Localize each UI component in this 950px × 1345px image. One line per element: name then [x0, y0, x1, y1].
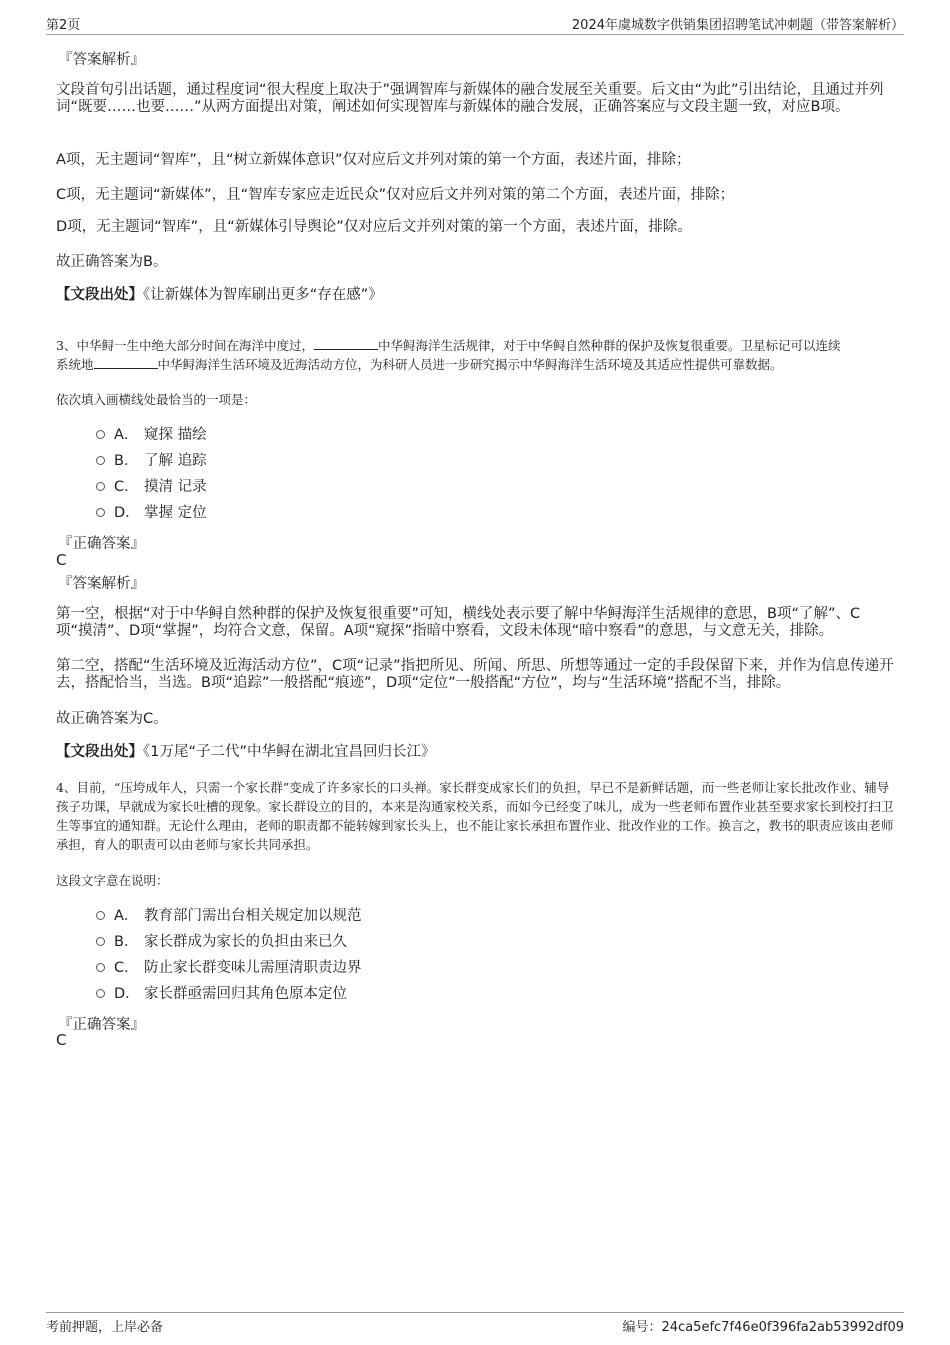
radio-icon[interactable]	[96, 911, 105, 920]
radio-icon[interactable]	[96, 508, 105, 517]
q3-analysis-label: 『答案解析』	[58, 576, 145, 592]
q3-option-d[interactable]: D． 掌握 定位	[96, 504, 207, 522]
q2-conclusion: 故正确答案为B。	[56, 254, 168, 270]
q3-source-label: 【文段出处】	[56, 744, 143, 760]
q2-source-label: 【文段出处】	[56, 287, 143, 303]
page-footer	[46, 1312, 904, 1336]
q2-source	[56, 287, 896, 304]
q3-analysis-para2: 第二空，搭配“生活环境及近海活动方位”，C项“记录”指把所见、所闻、所思、所想等通过一定的手段保留下来，并作为信息传递开去，搭配恰当，当选。B项“追踪”一般搭配“痕迹”，D项“定位”一般搭配“方位”，均与“生活环境”搭配不当，排除。	[56, 658, 894, 691]
q3-stem-part1: 3、中华鲟一生中绝大部分时间在海洋中度过，	[56, 338, 314, 353]
q2-analysis-para2: A项，无主题词“智库”，且“树立新媒体意识”仅对应后文并列对策的第一个方面，表述片面，排除；	[56, 152, 691, 168]
q3-prompt: 依次填入画横线处最恰当的一项是：	[56, 392, 257, 407]
q4-option-b[interactable]: B． 家长群成为家长的负担由来已久	[96, 933, 347, 951]
q3-option-c[interactable]: C． 摸清 记录	[96, 478, 207, 496]
q3-stem-part4: 中华鲟海洋生活环境及近海活动方位，为科研人员进一步研究揭示中华鲟海洋生活环境及其适应性提供可靠数据。	[157, 357, 783, 372]
q3-option-b[interactable]: B． 了解 追踪	[96, 452, 207, 470]
radio-icon[interactable]	[96, 456, 105, 465]
q4-stem: 4、目前，“压垮成年人，只需一个家长群”变成了许多家长的口头禅。家长群变成家长们的负担，早已不是新鲜话题，而一些老师让家长批改作业、辅导孩子功课，早就成为家长吐槽的现象。家长群设立的目的，本来是沟通家校关系，而如今已经变了味儿，成为一些老师布置作业甚至要求家长到校打扫卫生等事宜的通知群。无论什么理由，老师的职责都不能转嫁到家长头上，也不能让家长承担布置作业、批改作业的工作。换言之，教书的职责应该由老师承担，育人的职责可以由老师与家长共同承担。	[56, 780, 894, 852]
q2-source-title: 《让新媒体为智库刷出更多“存在感”》	[143, 287, 383, 303]
q3-source-title: 《1万尾“子二代”中华鲟在湖北宜昌回归长江》	[143, 744, 436, 760]
q2-analysis-para1: 文段首句引出话题，通过程度词“很大程度上取决于”强调智库与新媒体的融合发展至关重要。后文由“为此”引出结论，且通过并列词“既要……也要……”从两方面提出对策，阐述如何实现智库与新媒体的融合发展，正确答案应与文段主题一致，对应B项。	[56, 82, 884, 115]
q4-option-a[interactable]: A． 教育部门需出台相关规定加以规范	[96, 907, 362, 925]
q3-analysis-para1: 第一空，根据“对于中华鲟自然种群的保护及恢复很重要”可知，横线处表示要了解中华鲟海洋生活规律的意思，B项“了解”、C项“摸清”、D项“掌握”，均符合文意，保留。A项“窥探”指暗中察看，文段未体现“暗中察看”的意思，与文意无关，排除。	[56, 606, 861, 639]
page-number: 第2页	[46, 18, 81, 33]
footer-slogan: 考前押题，上岸必备	[46, 1320, 164, 1335]
q3-blank-2	[94, 356, 158, 369]
q4-answer-label: 『正确答案』	[58, 1017, 145, 1033]
radio-icon[interactable]	[96, 937, 105, 946]
q3-option-a[interactable]: A． 窥探 描绘	[96, 426, 207, 444]
q4-prompt: 这段文字意在说明：	[56, 873, 169, 888]
q3-answer-label: 『正确答案』	[58, 536, 145, 552]
radio-icon[interactable]	[96, 963, 105, 972]
document-title: 2024年虞城数字供销集团招聘笔试冲刺题（带答案解析）	[571, 18, 904, 33]
q4-option-c[interactable]: C． 防止家长群变味儿需厘清职责边界	[96, 959, 362, 977]
radio-icon[interactable]	[96, 482, 105, 491]
q2-analysis-para4: D项，无主题词“智库”，且“新媒体引导舆论”仅对应后文并列对策的第一个方面，表述片面，排除。	[56, 219, 692, 235]
radio-icon[interactable]	[96, 430, 105, 439]
q3-stem-part3: 系统地	[56, 357, 94, 372]
document-id: 编号：24ca5efc7f46e0f396fa2ab53992df09	[622, 1320, 904, 1335]
q3-blank-1	[314, 337, 378, 350]
q4-answer: C	[56, 1031, 67, 1049]
q3-stem	[56, 336, 896, 374]
q3-conclusion: 故正确答案为C。	[56, 711, 168, 727]
radio-icon[interactable]	[96, 989, 105, 998]
q3-stem-part2: 中华鲟海洋生活规律，对于中华鲟自然种群的保护及恢复很重要。卫星标记可以连续	[377, 338, 841, 353]
q4-option-d[interactable]: D． 家长群亟需回归其角色原本定位	[96, 985, 347, 1003]
q3-answer: C	[56, 551, 67, 569]
q2-analysis-para3: C项，无主题词“新媒体”，且“智库专家应走近民众”仅对应后文并列对策的第二个方面，表述片面，排除；	[56, 187, 735, 203]
page-header	[46, 14, 904, 35]
q2-analysis-label: 『答案解析』	[58, 52, 145, 68]
q3-source	[56, 744, 896, 761]
